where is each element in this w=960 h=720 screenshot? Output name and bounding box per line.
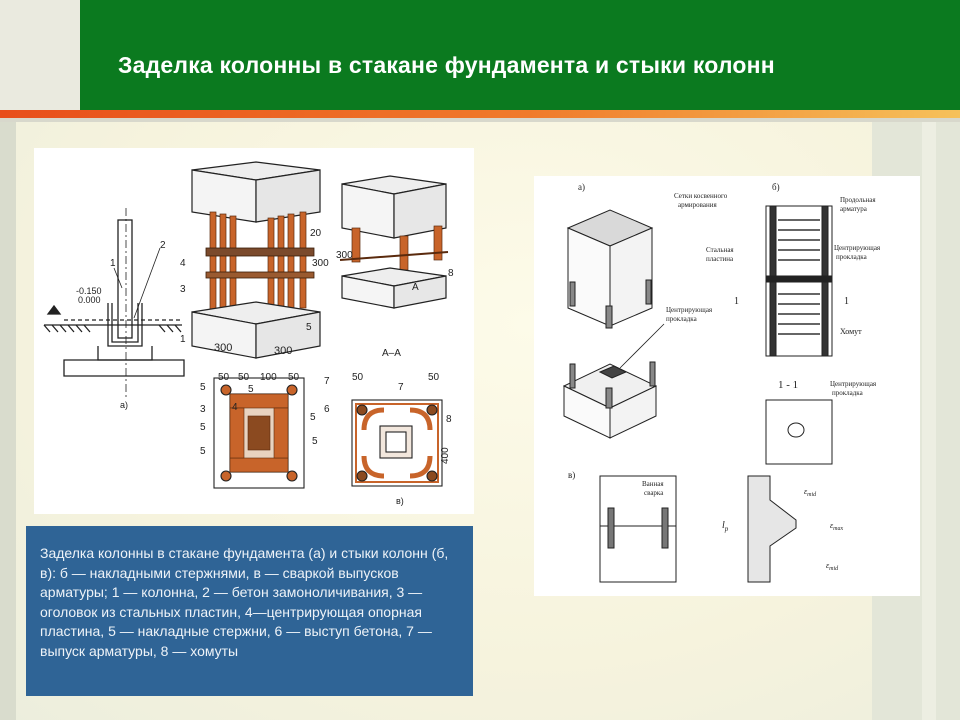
header-accent-line bbox=[0, 110, 960, 118]
figure-caption-box bbox=[26, 526, 473, 696]
eps-max: $\varepsilon_{max}$ bbox=[830, 521, 844, 532]
section-1-1-label: 1 - 1 bbox=[778, 379, 799, 391]
center-pad-a-line2: прокладка bbox=[666, 315, 697, 323]
dim-400-v: 400 bbox=[440, 447, 451, 464]
figure-column-joint-drawing bbox=[34, 148, 474, 514]
callout-3-b: 3 bbox=[180, 284, 186, 295]
callout-7-v-2: 7 bbox=[398, 382, 404, 393]
scheme-a-upper-column bbox=[564, 210, 656, 438]
figure-caption-text: Заделка колонны в стакане фундамента (а) и стыки колонн (б, в): б — накладными стержнями, в — сваркой выпусков арматуры; 1 — колонна, 2 — бетон замоноличивания, 3 — оголовок из стальных пластин, 4—центрирующая опорная пластина, 5 — накладные стержни, 6 — выступ бетона, 7 — выпуск арматуры, 8 — хомуты bbox=[40, 545, 449, 659]
dim-100-b: 100 bbox=[260, 372, 277, 383]
header-divider bbox=[0, 118, 960, 122]
callout-5-plan-5: 5 bbox=[310, 412, 316, 423]
steel-plate-line2: пластина bbox=[706, 255, 734, 263]
callout-8-v: 8 bbox=[448, 268, 454, 279]
dim-20-b: 20 bbox=[310, 228, 322, 239]
dim-50-b-2: 50 bbox=[238, 372, 250, 383]
center-pad-s-line1: Центрирующая bbox=[830, 380, 877, 388]
subfigure-v-welded-joint bbox=[340, 176, 448, 308]
center-pad-b-line1: Центрирующая bbox=[834, 244, 881, 252]
right-subfig-a: а) bbox=[578, 182, 585, 192]
eps-mid-bottom: $\varepsilon_{mid}$ bbox=[826, 561, 839, 572]
dim-300-b-1: 300 bbox=[214, 342, 233, 354]
figure-column-joint-schemes bbox=[534, 176, 920, 596]
callout-8-plan: 8 bbox=[446, 414, 452, 425]
plan-b-section bbox=[214, 378, 304, 488]
callout-1-b: 1 bbox=[180, 334, 186, 345]
subfigure-b-column-joint bbox=[192, 162, 320, 358]
mesh-label-line2: армирования bbox=[678, 201, 717, 209]
level-zero-label: 0.000 bbox=[78, 295, 101, 305]
slide-title: Заделка колонны в стакане фундамента и стыки колонн bbox=[118, 52, 775, 78]
callout-5-plan-4: 5 bbox=[248, 384, 254, 395]
plan-v-section bbox=[352, 400, 442, 486]
callout-5-b: 5 bbox=[306, 322, 312, 333]
level-top-label: -0.150 bbox=[76, 286, 102, 296]
dim-50-b-1: 50 bbox=[218, 372, 230, 383]
callout-4-b: 4 bbox=[180, 258, 186, 269]
scheme-v-weld-joint bbox=[600, 476, 796, 582]
callout-1-a: 1 bbox=[110, 258, 116, 269]
clamp-label: Хомут bbox=[840, 327, 862, 336]
bath-weld-line1: Ванная bbox=[642, 480, 664, 488]
eps-mid-top: $\varepsilon_{mid}$ bbox=[804, 487, 817, 498]
dim-50-b-3: 50 bbox=[288, 372, 300, 383]
callout-7-v: 7 bbox=[324, 376, 330, 387]
cut-mark-left: 1 bbox=[734, 296, 739, 307]
dim-50-v-2: 50 bbox=[428, 372, 440, 383]
dim-300-vert-b: 300 bbox=[312, 258, 329, 269]
callout-2-a: 2 bbox=[160, 240, 166, 251]
callout-3-plan: 3 bbox=[200, 404, 206, 415]
steel-plate-line1: Стальная bbox=[706, 246, 734, 254]
subfigure-a-foundation bbox=[44, 208, 184, 398]
section-1-1-pad bbox=[788, 423, 804, 437]
header-left-block bbox=[0, 0, 80, 110]
slide-header bbox=[80, 0, 960, 110]
subfigure-a-label: а) bbox=[120, 400, 129, 410]
right-subfig-v: в) bbox=[568, 470, 576, 480]
scheme-b-mesh-joint bbox=[766, 206, 832, 356]
long-rebar-line1: Продольная bbox=[840, 196, 876, 204]
callout-5-plan-2: 5 bbox=[200, 422, 206, 433]
center-pad-a-line1: Центрирующая bbox=[666, 306, 713, 314]
arrow-a-label: А bbox=[412, 282, 419, 293]
section-aa-label: А–А bbox=[382, 348, 401, 359]
dim-50-v-1: 50 bbox=[352, 372, 364, 383]
callout-4-plan: 4 bbox=[232, 402, 238, 413]
long-rebar-line2: арматура bbox=[840, 205, 867, 213]
right-subfig-b: б) bbox=[772, 182, 780, 192]
bath-weld-line2: сварка bbox=[644, 489, 664, 497]
callout-5-plan-1: 5 bbox=[200, 382, 206, 393]
subfigure-v-label: в) bbox=[396, 496, 404, 506]
figure-left-svg bbox=[34, 148, 474, 514]
dim-300-vert-v: 300 bbox=[336, 250, 353, 261]
dim-300-b-2: 300 bbox=[274, 345, 293, 357]
cut-mark-right: 1 bbox=[844, 296, 849, 307]
center-pad-b-line2: прокладка bbox=[836, 253, 867, 261]
callout-5-plan-3: 5 bbox=[200, 446, 206, 457]
mesh-label-line1: Сетки косвенного bbox=[674, 192, 728, 200]
callout-5-plan-6: 5 bbox=[312, 436, 318, 447]
figure-right-svg bbox=[534, 176, 920, 596]
callout-6-v: 6 bbox=[324, 404, 330, 415]
center-pad-s-line2: прокладка bbox=[832, 389, 863, 397]
l-p-label: $l_p$ bbox=[722, 520, 729, 533]
